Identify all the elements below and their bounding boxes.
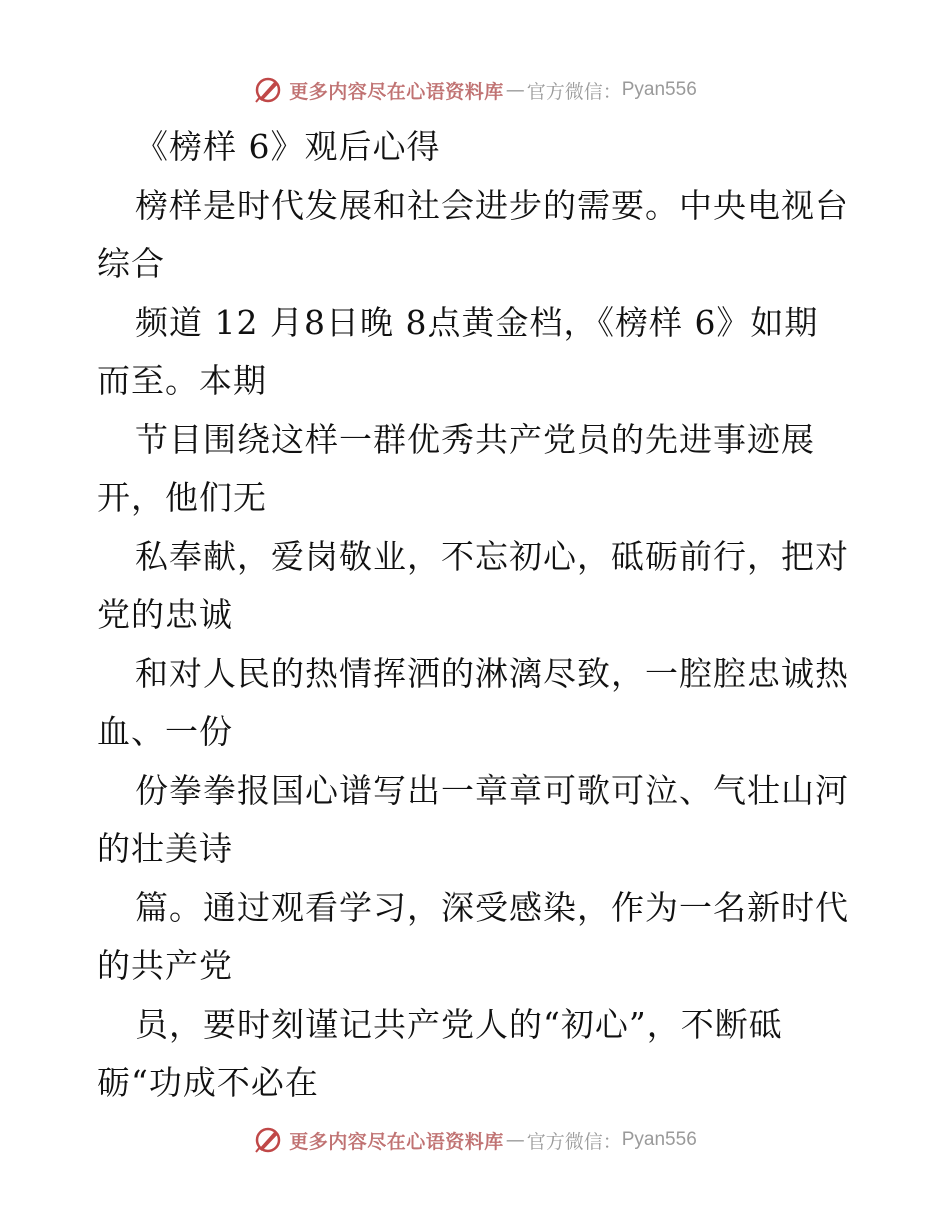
quill-logo-icon xyxy=(253,75,283,105)
text-line: 节目围绕这样一群优秀共产党员的先进事迹展 xyxy=(135,419,815,459)
text-line: 砺“功成不必在 xyxy=(97,1063,319,1102)
text-line: 和对人民的热情挥洒的淋漓尽致，一腔腔忠诚热 xyxy=(135,653,849,693)
footer-banner xyxy=(0,1120,950,1160)
wechat-label: 官方微信： xyxy=(526,80,622,103)
text-line: 开，他们无 xyxy=(97,478,267,517)
separator: — xyxy=(505,1129,525,1151)
promo-text: 更多内容尽在心语资料库 xyxy=(289,80,504,103)
wechat-label: 官方微信： xyxy=(526,1130,622,1153)
text-line: 份拳拳报国心谱写出一章章可歌可泣、气壮山河 xyxy=(135,770,849,810)
document-body xyxy=(97,118,857,1113)
text-line: 党的忠诚 xyxy=(97,595,233,634)
wechat-id: Pyan556 xyxy=(621,79,697,100)
text-line: 综合 xyxy=(97,244,165,283)
text-line: 频道 12 月8日晚 8点黄金档，《榜样 6》如期 xyxy=(135,302,819,342)
wechat-id: Pyan556 xyxy=(621,1129,697,1150)
header-banner xyxy=(0,70,950,110)
text-line: 榜样是时代发展和社会进步的需要。中央电视台 xyxy=(135,185,849,225)
separator: — xyxy=(505,79,525,101)
text-line: 的壮美诗 xyxy=(97,829,233,868)
promo-text: 更多内容尽在心语资料库 xyxy=(289,1130,504,1153)
text-line: 员，要时刻谨记共产党人的“初心”，不断砥 xyxy=(135,1004,783,1044)
quill-logo-icon xyxy=(253,1125,283,1155)
text-line: 篇。通过观看学习，深受感染，作为一名新时代 xyxy=(135,887,849,927)
text-line: 私奉献，爱岗敬业，不忘初心，砥砺前行，把对 xyxy=(135,536,849,576)
text-line: 而至。本期 xyxy=(97,361,267,400)
text-line: 的共产党 xyxy=(97,946,233,985)
text-line: 血、一份 xyxy=(97,712,233,751)
document-title: 《榜样 6》观后心得 xyxy=(135,127,441,166)
